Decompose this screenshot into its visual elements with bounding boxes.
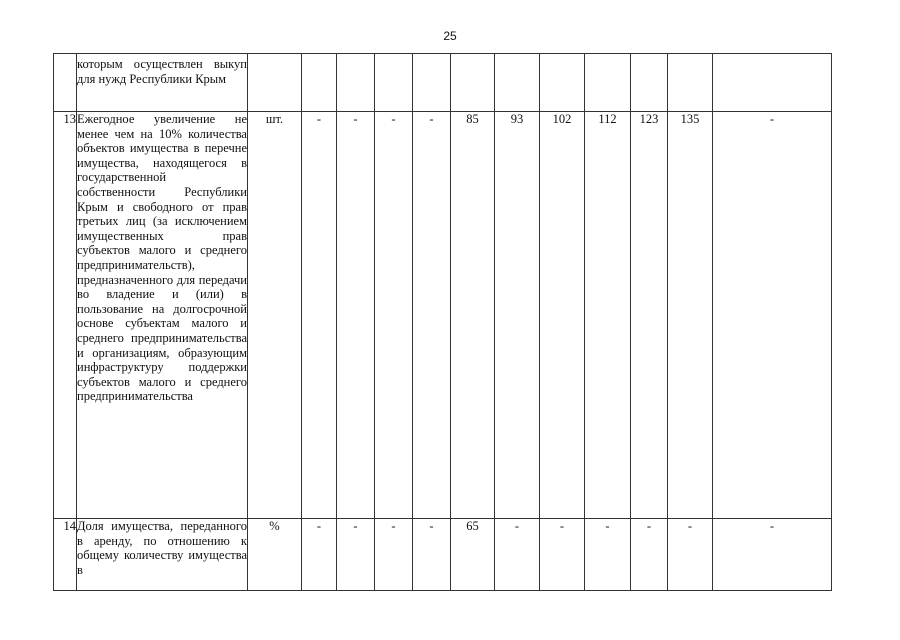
value-cell: 123 [631,112,668,519]
table-row [54,112,832,519]
value-cell [540,54,585,112]
value-cell: - [337,519,375,591]
value-cell: - [375,519,413,591]
row-number [54,54,77,112]
row-number: 14 [54,519,77,591]
value-cell: 93 [495,112,540,519]
value-cell: - [413,112,451,519]
value-cell [495,54,540,112]
value-cell: - [585,519,631,591]
value-cell: 65 [451,519,495,591]
value-cell: - [302,112,337,519]
table-row [54,519,832,591]
value-cell: - [713,519,832,591]
value-cell: 102 [540,112,585,519]
value-cell: - [337,112,375,519]
value-cell [713,54,832,112]
indicator-description-cell [77,112,248,519]
unit-cell [248,54,302,112]
value-cell [585,54,631,112]
value-cell: - [375,112,413,519]
unit-cell: шт. [248,112,302,519]
value-cell: - [540,519,585,591]
indicator-description: которым осуществлен выкуп для нужд Республики Крым [77,57,247,86]
value-cell [302,54,337,112]
indicator-description-cell [77,519,248,591]
value-cell: - [631,519,668,591]
value-cell: - [668,519,713,591]
page-number: 25 [443,29,457,43]
value-cell: 85 [451,112,495,519]
value-cell [451,54,495,112]
value-cell [375,54,413,112]
value-cell: - [713,112,832,519]
value-cell: - [413,519,451,591]
value-cell [631,54,668,112]
row-number: 13 [54,112,77,519]
table-row [54,54,832,112]
indicator-description: Доля имущества, переданного в аренду, по отношению к общему количеству имущества в [77,519,247,577]
value-cell: 112 [585,112,631,519]
value-cell [668,54,713,112]
indicator-description-cell [77,54,248,112]
unit-cell: % [248,519,302,591]
indicator-description: Ежегодное увеличение не менее чем на 10% количества объектов имущества в перечне имущества, находящегося в государственной собственности Республики Крым и свободного от прав третьих лиц (за исключением имущественных прав субъектов малого и среднего предпринимательств), предназначенного для передачи во владение и (или) в пользование на долгосрочной основе субъектам малого и среднего предпринимательства и организациям, образующим инфраструктуру поддержки субъектов малого и среднего предпринимательства [77,112,247,404]
value-cell: - [302,519,337,591]
value-cell [413,54,451,112]
value-cell [337,54,375,112]
value-cell: - [495,519,540,591]
indicators-table [53,53,832,591]
value-cell: 135 [668,112,713,519]
